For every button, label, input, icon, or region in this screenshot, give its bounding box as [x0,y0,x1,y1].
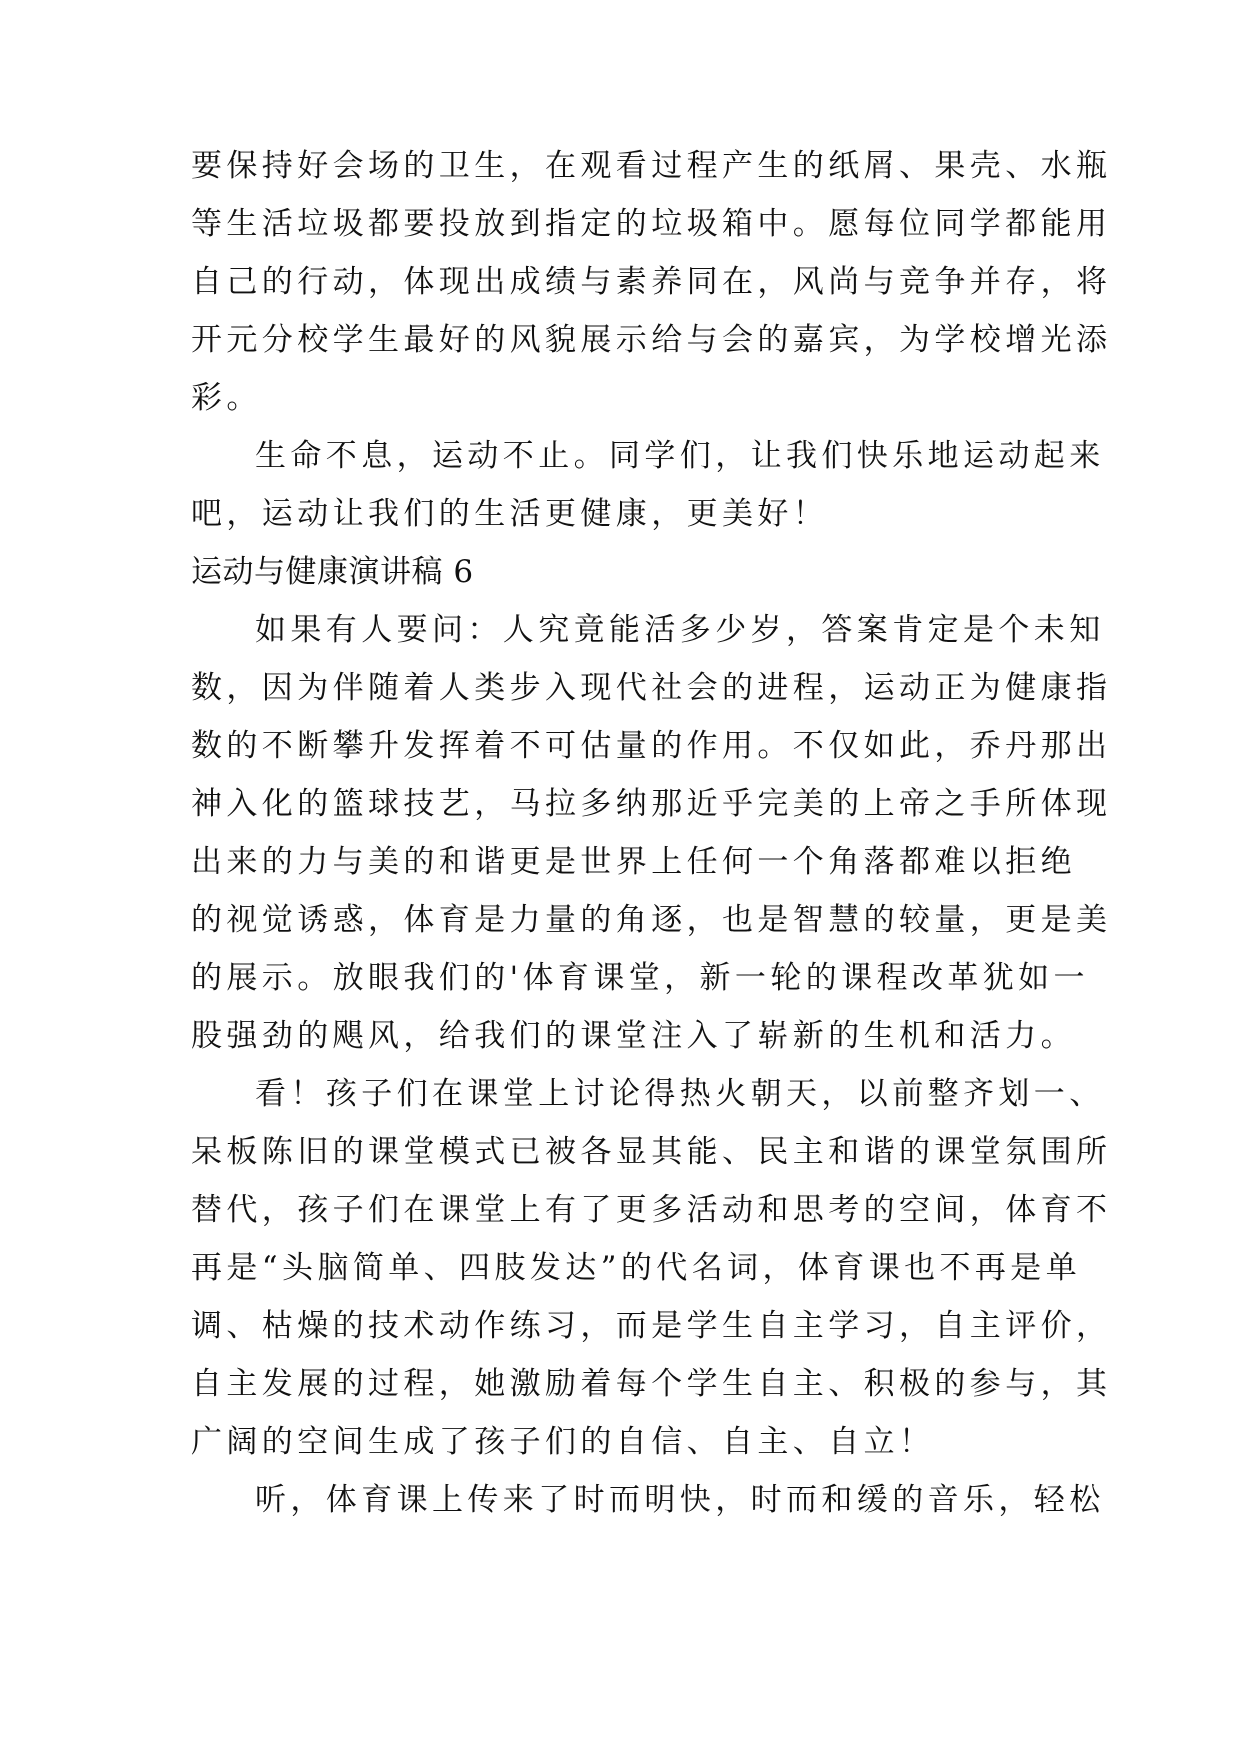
paragraph-line: 等生活垃圾都要投放到指定的垃圾箱中。愿每位同学都能用 [191,206,1112,242]
paragraph-line: 听，体育课上传来了时而明快，时而和缓的音乐，轻松 [255,1482,1105,1518]
paragraph-line: 如果有人要问：人究竟能活多少岁，答案肯定是个未知 [255,612,1105,648]
paragraph-line: 的展示。放眼我们的'体育课堂，新一轮的课程改革犹如一 [191,960,1089,996]
paragraph-line: 数的不断攀升发挥着不可估量的作用。不仅如此，乔丹那出 [191,728,1112,764]
paragraph-line: 替代，孩子们在课堂上有了更多活动和思考的空间，体育不 [191,1192,1112,1228]
paragraph-line: 数，因为伴随着人类步入现代社会的进程，运动正为健康指 [191,670,1112,706]
section-heading: 运动与健康演讲稿 6 [191,554,474,590]
paragraph-line: 股强劲的飓风，给我们的课堂注入了崭新的生机和活力。 [191,1018,1076,1054]
paragraph-line: 呆板陈旧的课堂模式已被各显其能、民主和谐的课堂氛围所 [191,1134,1112,1170]
paragraph-line: 彩。 [191,380,262,416]
paragraph-line: 生命不息，运动不止。同学们，让我们快乐地运动起来 [255,438,1105,474]
paragraph-line: 自己的行动，体现出成绩与素养同在，风尚与竞争并存，将 [191,264,1112,300]
paragraph-line: 广阔的空间生成了孩子们的自信、自主、自立！ [191,1424,935,1460]
paragraph-line: 自主发展的过程，她激励着每个学生自主、积极的参与，其 [191,1366,1112,1402]
paragraph-line: 再是“头脑简单、四肢发达”的代名词，体育课也不再是单 [191,1250,1082,1286]
paragraph-line: 调、枯燥的技术动作练习，而是学生自主学习，自主评价， [191,1308,1112,1344]
paragraph-line: 要保持好会场的卫生，在观看过程产生的纸屑、果壳、水瓶 [191,148,1112,184]
paragraph-line: 开元分校学生最好的风貌展示给与会的嘉宾，为学校增光添 [191,322,1112,358]
paragraph-line: 看！孩子们在课堂上讨论得热火朝天，以前整齐划一、 [255,1076,1105,1112]
paragraph-line: 神入化的篮球技艺，马拉多纳那近乎完美的上帝之手所体现 [191,786,1112,822]
paragraph-line: 出来的力与美的和谐更是世界上任何一个角落都难以拒绝 [191,844,1076,880]
paragraph-line: 的视觉诱惑，体育是力量的角逐，也是智慧的较量，更是美 [191,902,1112,938]
paragraph-line: 吧，运动让我们的生活更健康，更美好！ [191,496,829,532]
